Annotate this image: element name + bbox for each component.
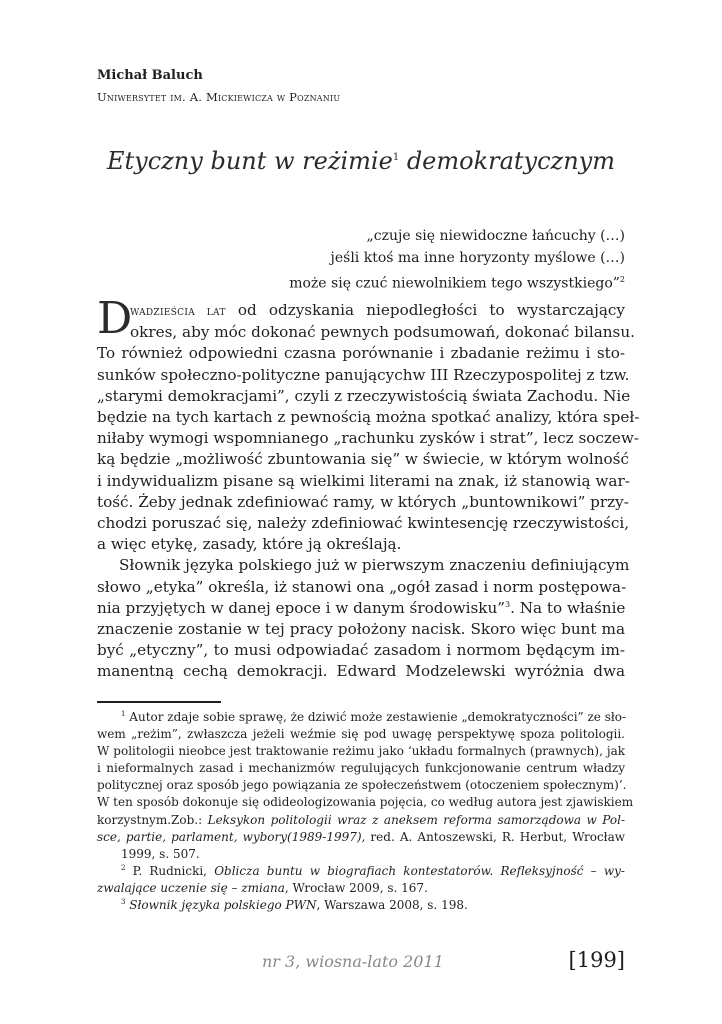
- footnote-text: Autor zdaje sobie sprawę, że dziwić może zestawienie „demokratyczności” ze sło-: [129, 710, 627, 724]
- footnote-line: [97, 863, 625, 880]
- body-line-text: nia przyjętych w danej epoce i w danym środowisku”: [97, 598, 506, 617]
- body-line: będzie na tych kartach z pewnością można spotkać analizy, która speł-: [97, 408, 640, 427]
- body-line: być „etyczny”, to musi odpowiadać zasadom i normom będącym im-: [97, 641, 625, 660]
- body-line: a więc etykę, zasady, które ją określają.: [97, 535, 402, 554]
- footnote-line: politycznej oraz sposób jego powiązania ze społeczeństwem (otoczeniem społecznym)’.: [97, 778, 627, 793]
- epigraph-line: jeśli ktoś ma inne horyzonty myślowe (…): [330, 250, 625, 266]
- epigraph-line: „czuje się niewidoczne łańcuchy (…): [366, 228, 625, 244]
- body-line: okres, aby móc dokonać pewnych podsumowań, dokonać bilansu.: [130, 323, 635, 342]
- body-line: niłaby wymogi wspomnianego „rachunku zysków i strat”, lecz soczew-: [97, 429, 640, 448]
- body-line: słowo „etyka” określa, iż stanowi ona „ogół zasad i norm postępowa-: [97, 577, 627, 596]
- title-text: Etyczny bunt w reżimie: [107, 147, 393, 175]
- footnote-citation-title: zwalające uczenie się – zmiana: [97, 880, 285, 895]
- footnote-citation-title: Oblicza buntu w biografiach kontestatorów. Refleksyjność – wy-: [214, 863, 625, 878]
- page-number: [199]: [568, 948, 625, 972]
- body-line: sunków społeczno-polityczne panującychw III Rzeczypospolitej z tzw.: [97, 365, 630, 384]
- footnote-line: 1999, s. 507.: [121, 846, 200, 861]
- footnote-line: [97, 880, 625, 897]
- body-line: znaczenie zostanie w tej pracy położony nacisk. Skoro więc bunt ma: [97, 620, 625, 639]
- body-line: ką będzie „możliwość zbuntowania się” w świecie, w którym wolność: [97, 450, 629, 469]
- footnotes: [97, 709, 634, 914]
- footnote-mark: 2: [121, 863, 126, 872]
- footnote-line: [97, 812, 625, 829]
- footnote-text: P. Rudnicki,: [125, 863, 215, 878]
- body-line: [97, 300, 625, 322]
- footnote-line: W ten sposób dokonuje się odideologizowania pojęcia, co według autora jest zjawiskiem: [97, 795, 634, 810]
- footnote-text: , Wrocław 2009, s. 167.: [284, 880, 428, 895]
- body-line: To również odpowiedni czasna porównanie i zbadanie reżimu i sto-: [97, 344, 625, 363]
- body-text: [97, 300, 640, 683]
- body-footnote-mark: 3: [505, 599, 511, 609]
- body-line: tość. Żeby jednak zdefiniować ramy, w których „buntownikowi” przy-: [97, 492, 629, 511]
- body-line-text: od odzyskania niepodległości to wystarczający: [225, 301, 626, 319]
- footnote-citation-title: Leksykon politologii wraz z aneksem reforma samorządowa w Pol-: [207, 812, 625, 827]
- footnote-line: W politologii nieobce jest traktowanie reżimu jako ‘układu formalnych (prawnych), jak: [97, 744, 625, 759]
- body-line: chodzi poruszać się, należy zdefiniować kwintesencję rzeczywistości,: [97, 514, 630, 533]
- body-line: „starymi demokracjami”, czyli z rzeczywistością świata Zachodu. Nie: [97, 386, 631, 405]
- footnote-line: wem „reżim”, zwłaszcza jeżeli weźmie się pod uwagę perspektywę spoza politologii.: [97, 727, 625, 742]
- footnote-separator: [97, 701, 221, 703]
- drop-cap: D: [97, 293, 133, 344]
- footnote-mark: 1: [121, 710, 126, 718]
- small-caps-opening: wadzieścia lat: [130, 304, 226, 319]
- footnote-citation-title: sce, partie, parlament, wybory(1989-1997): [97, 829, 362, 844]
- epigraph-footnote-mark: 2: [619, 275, 625, 284]
- footnote-text: korzystnym.Zob.:: [97, 812, 208, 827]
- author-name: Michał Baluch: [97, 68, 203, 83]
- article-title: [0, 147, 722, 175]
- footnote-mark: 3: [121, 898, 126, 907]
- body-line: manentną cechą demokracji. Edward Modzelewski wyróżnia dwa: [97, 662, 625, 681]
- footnote-text: , red. A. Antoszewski, R. Herbut, Wrocław: [361, 829, 625, 844]
- footnote-line: [97, 709, 625, 726]
- footnote-citation-title: Słownik języka polskiego PWN: [125, 898, 317, 913]
- body-line: Słownik języka polskiego już w pierwszym znaczeniu definiującym: [119, 556, 630, 575]
- footnote-text: , Warszawa 2008, s. 198.: [316, 898, 468, 913]
- title-footnote-mark: 1: [392, 152, 400, 163]
- footnote-line: [97, 897, 625, 914]
- footnote-line: [97, 829, 625, 846]
- body-line: i indywidualizm pisane są wielkimi literami na znak, iż stanowią war-: [97, 471, 630, 490]
- author-affiliation: Uniwersytet im. A. Mickiewicza w Poznaniu: [97, 90, 341, 104]
- journal-issue-footer: nr 3, wiosna-lato 2011: [262, 952, 444, 971]
- epigraph-line-text: może się czuć niewolnikiem tego wszystkiego”: [289, 275, 620, 292]
- epigraph-line: [289, 269, 625, 295]
- epigraph: [289, 225, 625, 295]
- body-line: [97, 598, 625, 619]
- body-line-text: . Na to właśnie: [510, 598, 626, 617]
- footnote-line: i nieformalnych zasad i mechanizmów regulujących funkcjonowanie centrum władzy: [97, 761, 625, 776]
- title-text-end: demokratycznym: [399, 147, 615, 175]
